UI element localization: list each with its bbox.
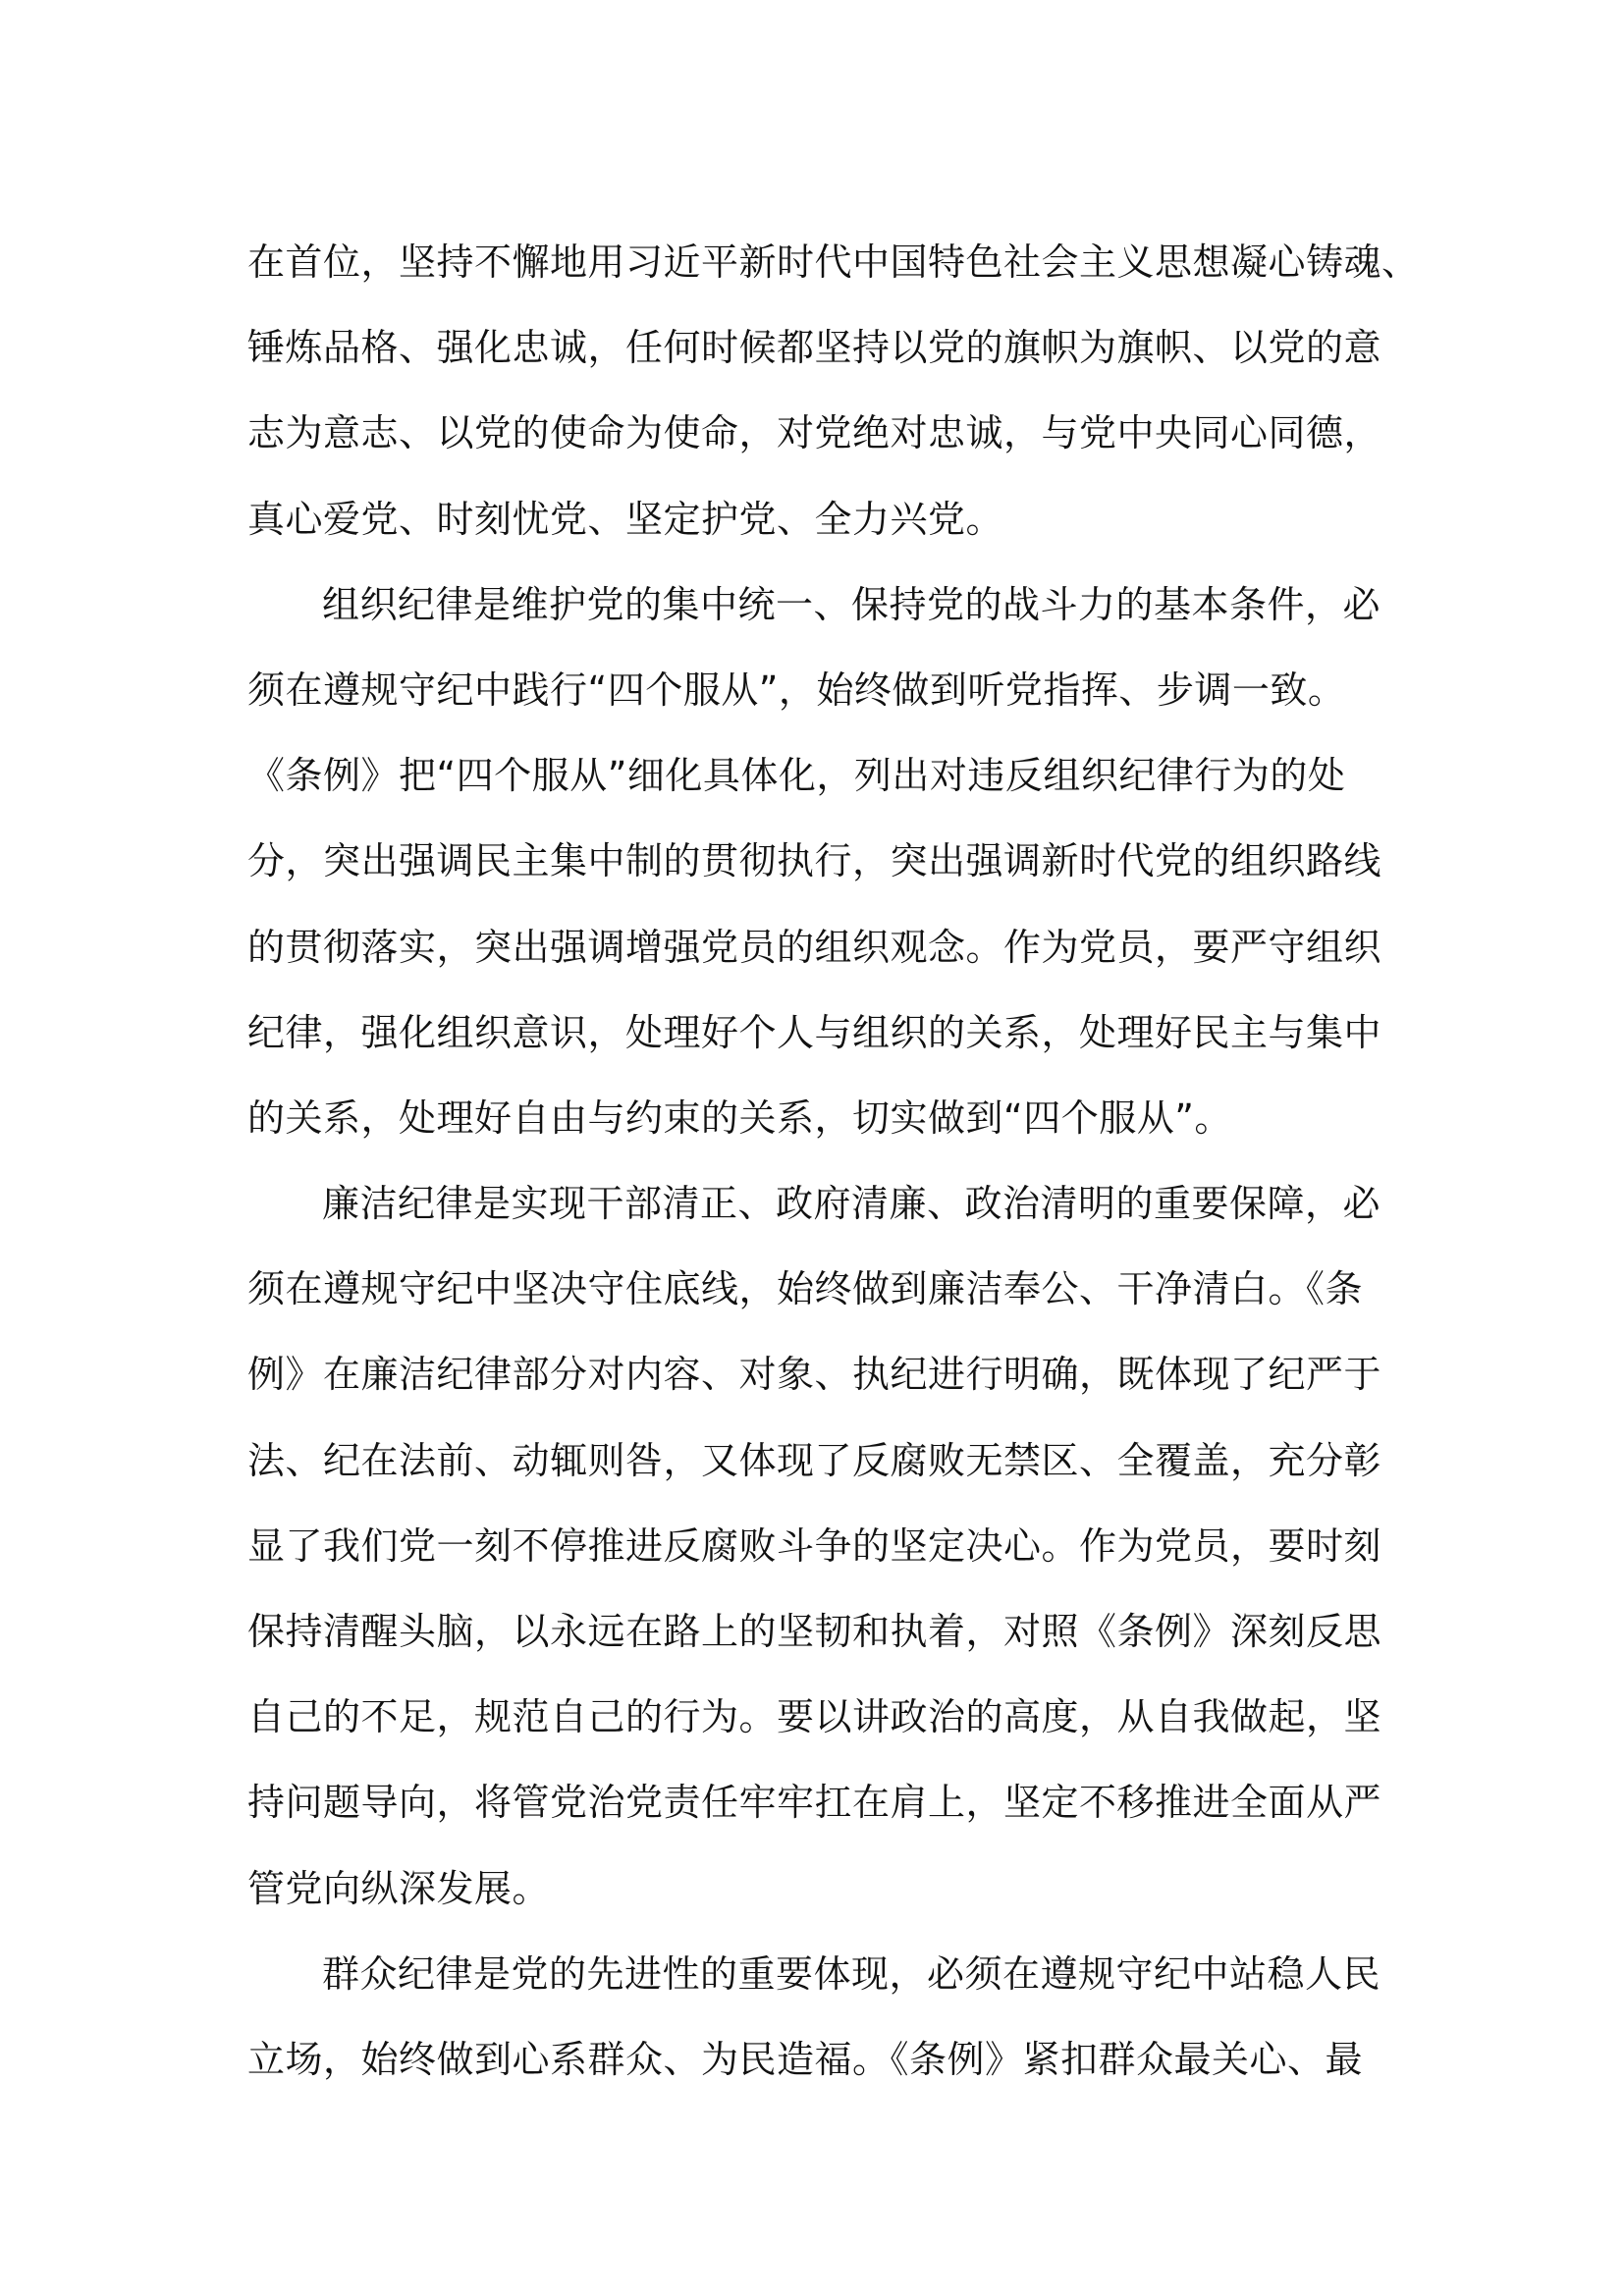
text-line: 在首位，坚持不懈地用习近平新时代中国特色社会主义思想凝心铸魂、 <box>247 240 1420 284</box>
text-line: 须在遵规守纪中坚决守住底线，始终做到廉洁奉公、干净清白。《条 <box>247 1267 1364 1311</box>
paragraph <box>247 220 1420 562</box>
text-line: 群众纪律是党的先进性的重要体现，必须在遵规守纪中站稳人民 <box>322 1951 1381 1996</box>
body-text <box>247 220 1420 2103</box>
text-line: 须在遵规守纪中践行“四个服从”，始终做到听党指挥、步调一致。 <box>247 667 1346 712</box>
text-line: 显了我们党一刻不停推进反腐败斗争的坚定决心。作为党员，要时刻 <box>247 1523 1382 1568</box>
text-line: 管党向纵深发展。 <box>247 1866 551 1910</box>
text-line: 法、纪在法前、动辄则咎，又体现了反腐败无禁区、全覆盖，充分彰 <box>247 1438 1382 1482</box>
paragraph <box>247 1161 1382 1932</box>
text-line: 立场，始终做到心系群众、为民造福。《条例》紧扣群众最关心、最 <box>247 2037 1364 2081</box>
text-line: 组织纪律是维护党的集中统一、保持党的战斗力的基本条件，必 <box>322 582 1381 626</box>
text-line: 纪律，强化组织意识，处理好个人与组织的关系，处理好民主与集中 <box>247 1010 1382 1054</box>
text-line: 的关系，处理好自由与约束的关系，切实做到“四个服从”。 <box>247 1095 1232 1140</box>
text-line: 例》在廉洁纪律部分对内容、对象、执纪进行明确，既体现了纪严于 <box>247 1353 1382 1397</box>
text-line: 的贯彻落实，突出强调增强党员的组织观念。作为党员，要严守组织 <box>247 925 1382 969</box>
text-line: 真心爱党、时刻忧党、坚定护党、全力兴党。 <box>247 497 1004 541</box>
text-line: 锤炼品格、强化忠诚，任何时候都坚持以党的旗帜为旗帜、以党的意 <box>247 326 1382 370</box>
text-line: 分，突出强调民主集中制的贯彻执行，突出强调新时代党的组织路线 <box>247 839 1382 883</box>
text-line: 自己的不足，规范自己的行为。要以讲政治的高度，从自我做起，坚 <box>247 1695 1382 1739</box>
text-line: 廉洁纪律是实现干部清正、政府清廉、政治清明的重要保障，必 <box>322 1182 1381 1226</box>
text-line: 持问题导向，将管党治党责任牢牢扛在肩上，坚定不移推进全面从严 <box>247 1781 1382 1825</box>
text-line: 志为意志、以党的使命为使命，对党绝对忠诚，与党中央同心同德， <box>247 411 1382 455</box>
paragraph <box>247 1932 1381 2103</box>
text-line: 《条例》把“四个服从”细化具体化，列出对违反组织纪律行为的处 <box>247 754 1346 798</box>
text-line: 保持清醒头脑，以永远在路上的坚韧和执着，对照《条例》深刻反思 <box>247 1610 1382 1653</box>
paragraph <box>247 562 1382 1161</box>
